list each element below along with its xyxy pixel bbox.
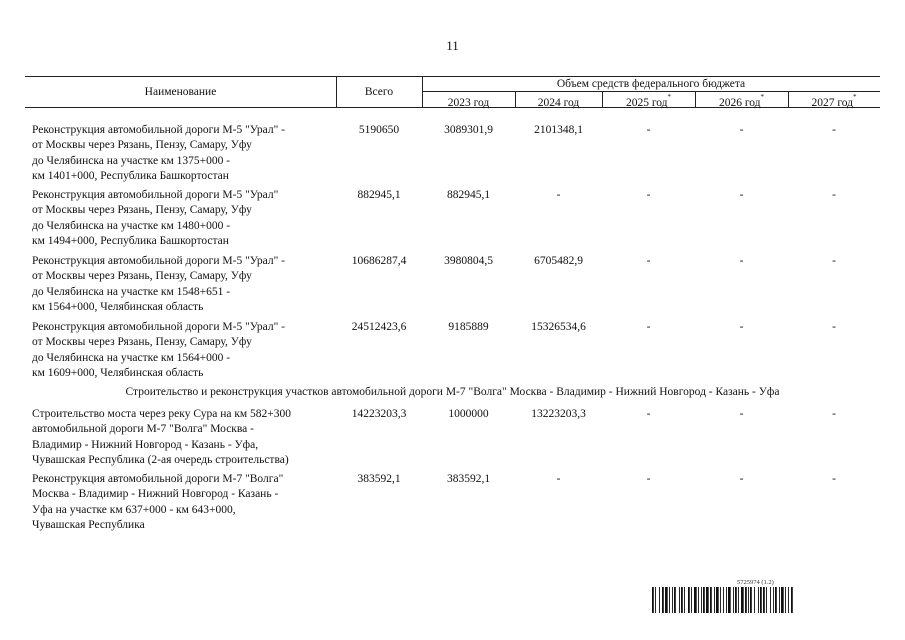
row-total: 5190650 bbox=[358, 124, 400, 136]
row-value: - bbox=[646, 408, 651, 420]
barcode-bar bbox=[688, 587, 690, 613]
barcode-bar bbox=[733, 587, 734, 613]
row-value: - bbox=[832, 321, 836, 333]
header-year: 2023 год bbox=[447, 96, 490, 109]
barcode-bar bbox=[655, 587, 656, 613]
barcode-bar bbox=[735, 587, 737, 613]
row-value: - bbox=[832, 255, 836, 267]
barcode-bar bbox=[728, 587, 731, 613]
barcode-bar bbox=[669, 587, 670, 613]
barcode-bar bbox=[773, 587, 774, 613]
budget-subheader-rule bbox=[422, 91, 880, 92]
header-year: 2025 год* bbox=[625, 93, 672, 109]
row-total: 882945,1 bbox=[357, 189, 401, 201]
barcode-bar bbox=[750, 587, 752, 613]
barcode-bar bbox=[684, 587, 685, 613]
barcode-bar bbox=[662, 587, 664, 613]
row-name: Реконструкция автомобильной дороги М-5 "Урал" - от Москвы через Рязань, Пензу, Самару, Уфу до Челябинска на участке км 1548+651 - км 1564+000, Челябинская область bbox=[32, 255, 285, 314]
row-value: 6705482,9 bbox=[534, 255, 583, 267]
barcode-bar bbox=[681, 587, 683, 613]
barcode-bar bbox=[674, 587, 676, 613]
barcode-label: 5725974 (1.2) bbox=[737, 579, 774, 586]
row-value: 2101348,1 bbox=[534, 124, 583, 136]
row-value: - bbox=[832, 473, 836, 485]
page-number: 11 bbox=[446, 38, 459, 53]
barcode-bar bbox=[726, 587, 727, 613]
barcode-bar bbox=[698, 587, 699, 613]
row-value: - bbox=[646, 473, 651, 485]
barcode-bar bbox=[652, 587, 654, 613]
barcode-bar bbox=[748, 587, 749, 613]
barcode-bar bbox=[716, 587, 719, 613]
row-value: - bbox=[832, 124, 836, 136]
header-name: Наименование bbox=[144, 86, 217, 98]
barcode-bar bbox=[672, 587, 673, 613]
table-top-rule bbox=[25, 76, 880, 77]
row-total: 383592,1 bbox=[357, 473, 401, 485]
barcode-bar bbox=[723, 587, 724, 613]
row-value: - bbox=[832, 408, 836, 420]
barcode-bar bbox=[788, 587, 789, 613]
barcode-bar bbox=[659, 587, 660, 613]
row-value: - bbox=[556, 189, 561, 201]
row-value: 9185889 bbox=[448, 321, 489, 333]
row-total: 10686287,4 bbox=[351, 255, 407, 267]
barcode-bar bbox=[754, 587, 755, 613]
barcode-bar bbox=[779, 587, 780, 613]
barcode-bar bbox=[745, 587, 747, 613]
header-total: Всего bbox=[364, 86, 394, 98]
row-value: 15326534,6 bbox=[531, 321, 586, 333]
row-value: 1000000 bbox=[448, 408, 489, 420]
row-value: 882945,1 bbox=[446, 189, 491, 201]
row-value: - bbox=[646, 255, 651, 267]
barcode-bar bbox=[679, 587, 680, 613]
row-value: - bbox=[832, 189, 836, 201]
barcode-bar bbox=[785, 587, 786, 613]
header-year: 2027 год* bbox=[811, 93, 857, 109]
row-value: - bbox=[556, 473, 561, 485]
row-value: - bbox=[739, 189, 744, 201]
barcode-bar bbox=[691, 587, 692, 613]
row-value: - bbox=[739, 124, 744, 136]
row-name: Реконструкция автомобильной дороги М-5 "Урал" - от Москвы через Рязань, Пензу, Самару, Уфу до Челябинска на участке км 1375+000 - км 1401+000, Республика Башкортостан bbox=[32, 124, 285, 183]
row-value: 13223203,3 bbox=[531, 408, 586, 420]
barcode-bar bbox=[701, 587, 702, 613]
barcode-bar bbox=[703, 587, 705, 613]
header-year: 2024 год bbox=[537, 96, 580, 109]
barcode-bar bbox=[710, 587, 712, 613]
row-value: 3089301,9 bbox=[444, 124, 493, 136]
row-name: Реконструкция автомобильной дороги М-5 "Урал" - от Москвы через Рязань, Пензу, Самару, Уфу до Челябинска на участке км 1564+000 - км 1609+000, Челябинская область bbox=[32, 321, 285, 380]
barcode-bar bbox=[791, 587, 793, 613]
row-value: - bbox=[739, 255, 744, 267]
barcode-bar bbox=[665, 587, 668, 613]
row-total: 14223203,3 bbox=[351, 408, 407, 420]
barcode-bar bbox=[758, 587, 759, 613]
row-name: Строительство моста через реку Сура на км 582+300 автомобильной дороги М-7 "Волга" Москва - Владимир - Нижний Новгород - Казань - Уфа, Чувашская Республика (2-ая очередь строительства) bbox=[32, 408, 292, 467]
barcode-bar bbox=[763, 587, 765, 613]
barcode-bar bbox=[706, 587, 709, 613]
row-name: Реконструкция автомобильной дороги М-5 "Урал" от Москвы через Рязань, Пензу, Самару, Уфу до Челябинска на участке км 1480+000 - км 1494+000, Республика Башкортостан bbox=[32, 189, 279, 248]
barcode-bar bbox=[720, 587, 721, 613]
row-value: - bbox=[646, 189, 651, 201]
barcode-bar bbox=[741, 587, 744, 613]
row-value: - bbox=[646, 321, 651, 333]
header-budget-group: Объем средств федерального бюджета bbox=[556, 78, 746, 90]
row-value: - bbox=[739, 321, 744, 333]
barcode-bar bbox=[760, 587, 762, 613]
barcode bbox=[652, 587, 877, 613]
barcode-bar bbox=[694, 587, 697, 613]
row-value: - bbox=[739, 408, 744, 420]
barcode-bar bbox=[781, 587, 784, 613]
row-value: - bbox=[739, 473, 744, 485]
barcode-bar bbox=[714, 587, 715, 613]
row-name: Реконструкция автомобильной дороги М-7 "Волга" Москва - Владимир - Нижний Новгород - Казань - Уфа на участке км 637+000 - км 643+000, Чувашская Республика bbox=[32, 473, 284, 532]
barcode-bar bbox=[770, 587, 771, 613]
row-value: 383592,1 bbox=[446, 473, 491, 485]
barcode-bar bbox=[775, 587, 777, 613]
header-year: 2026 год* bbox=[718, 93, 765, 109]
row-value: 3980804,5 bbox=[444, 255, 493, 267]
section-title: Строительство и реконструкция участков автомобильной дороги М-7 "Волга" Москва - Владимир - Нижний Новгород - Казань - Уфа bbox=[125, 386, 780, 398]
row-value: - bbox=[646, 124, 651, 136]
barcode-bar bbox=[738, 587, 739, 613]
barcode-bar bbox=[766, 587, 767, 613]
row-total: 24512423,6 bbox=[351, 321, 407, 333]
